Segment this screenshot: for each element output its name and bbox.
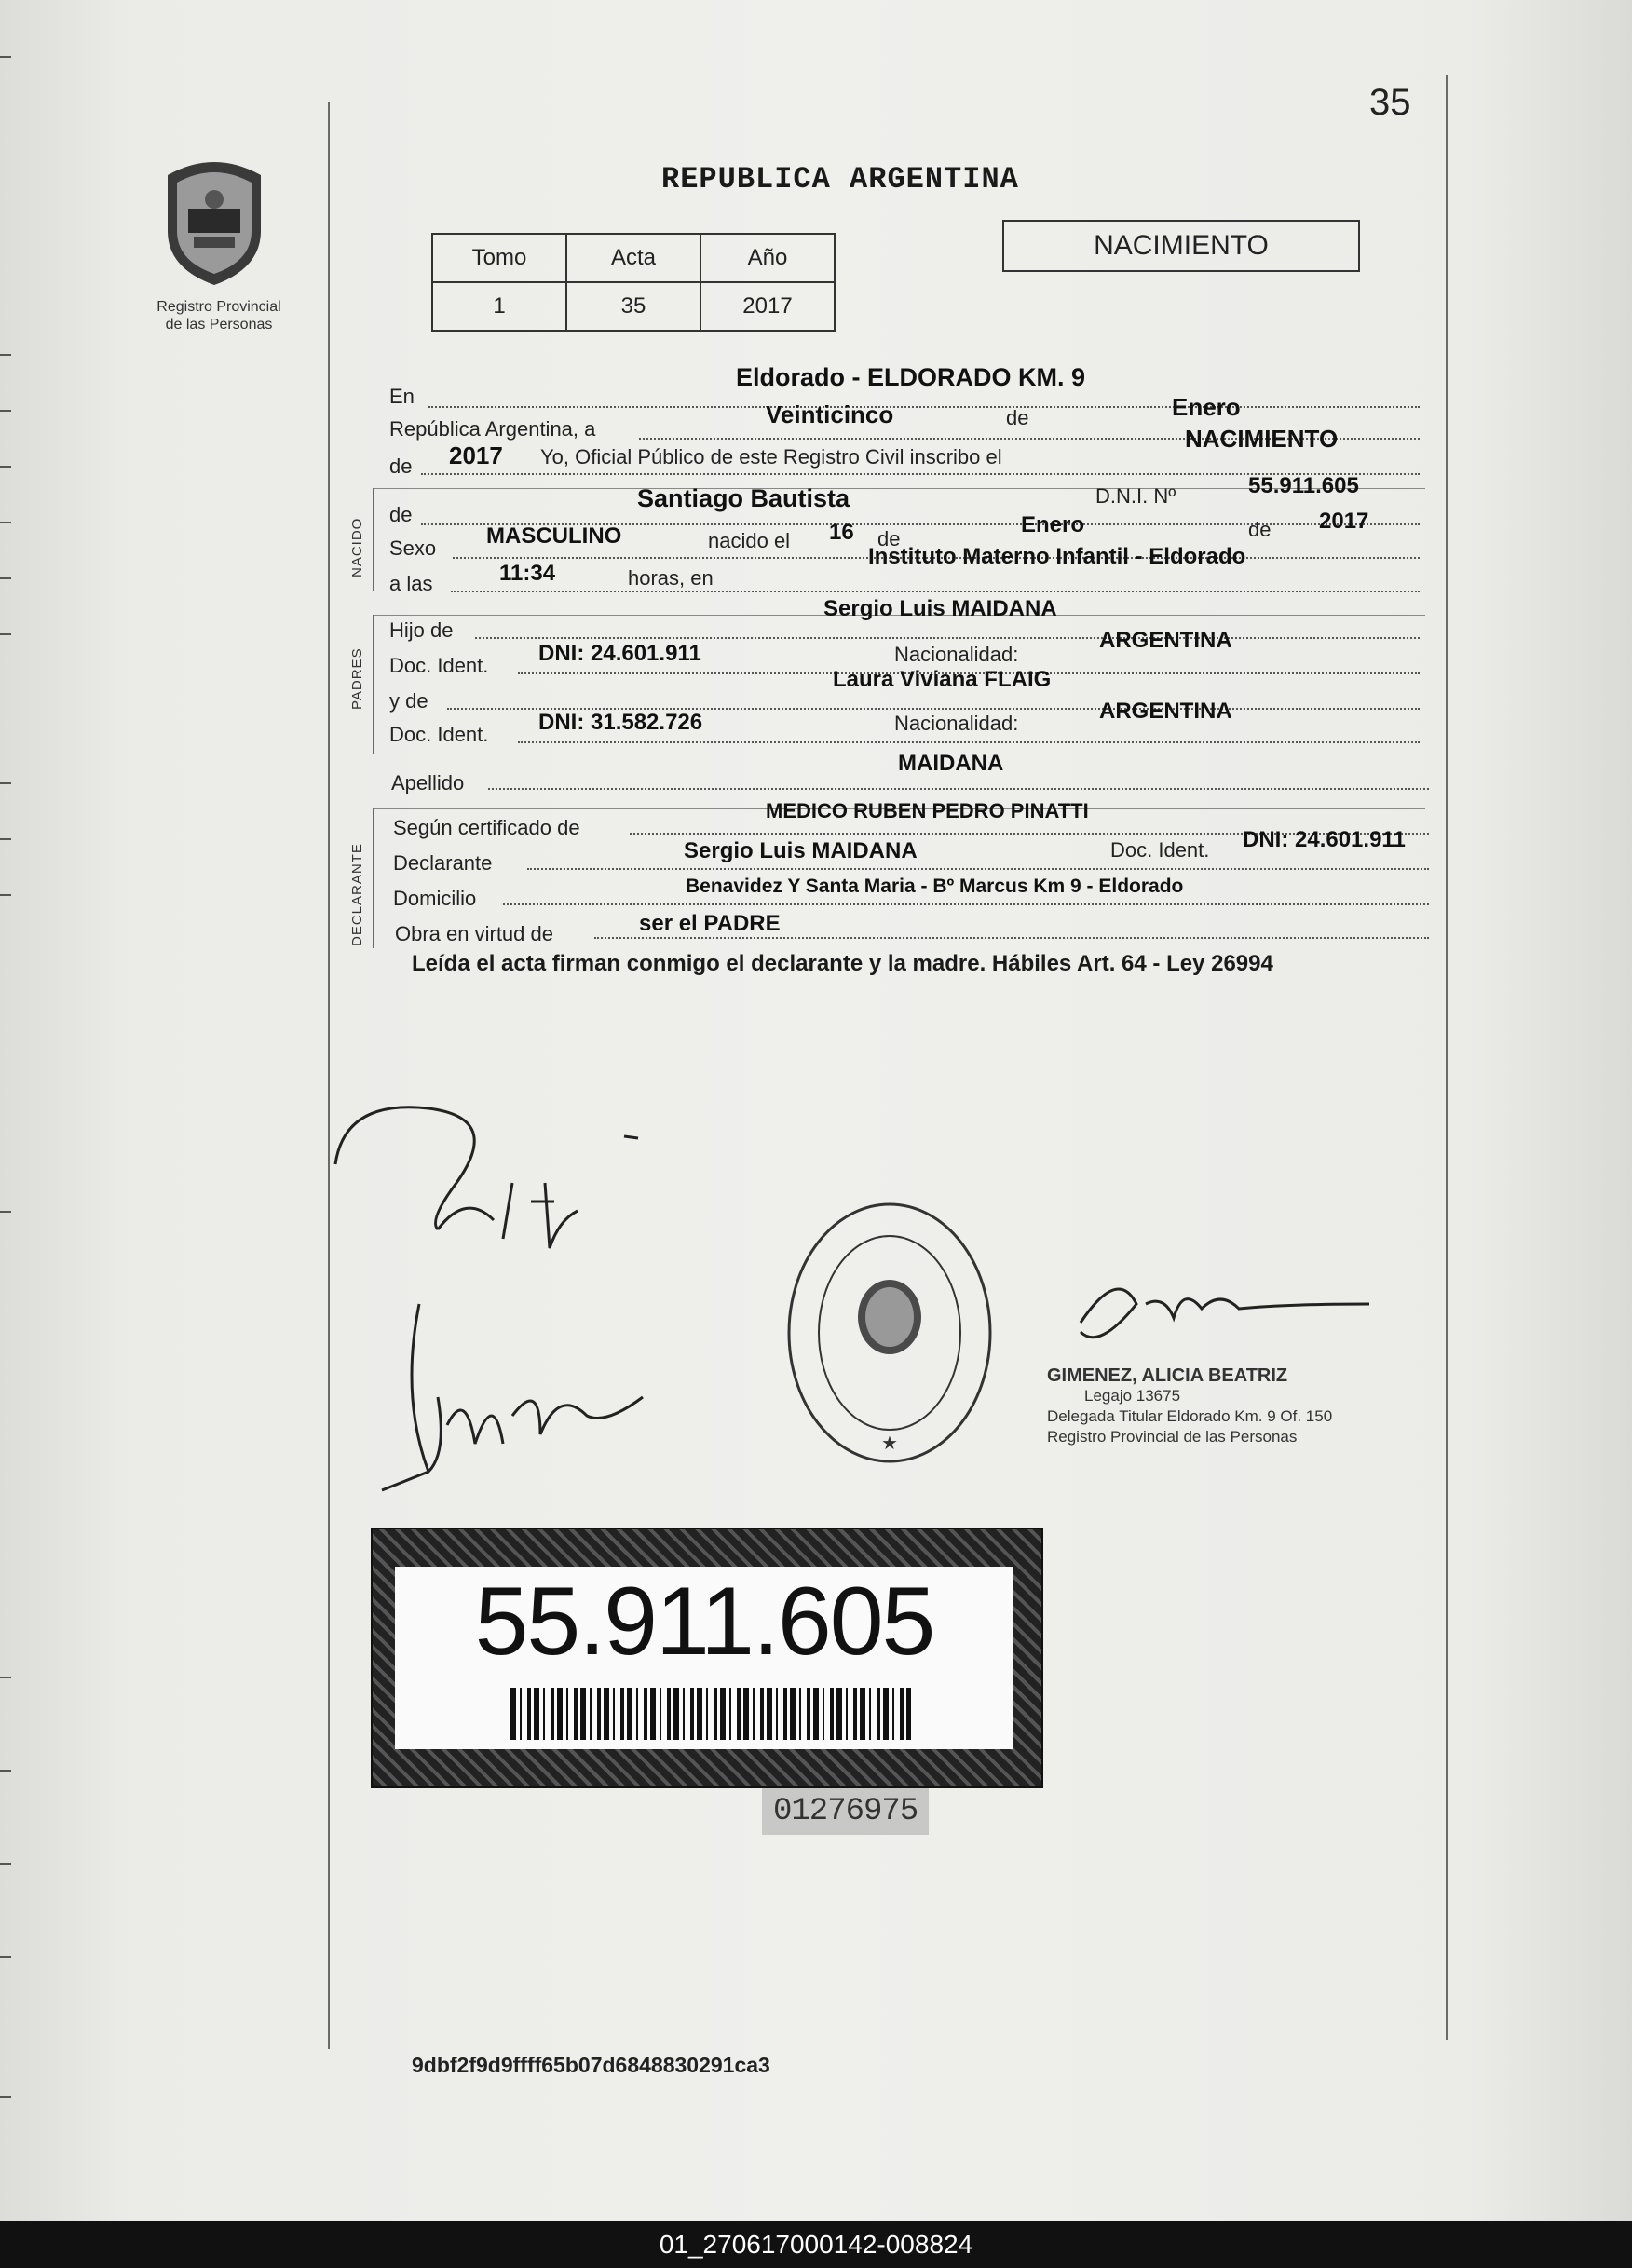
- child-dni: 55.911.605: [1248, 473, 1359, 498]
- registry-name: [130, 298, 307, 333]
- section-declarante-label: DECLARANTE: [349, 843, 365, 946]
- child-name: Santiago Bautista: [637, 484, 850, 512]
- certificado-value: MEDICO RUBEN PEDRO PINATTI: [766, 799, 1089, 822]
- official-block: [1047, 1365, 1332, 1447]
- svg-text:★: ★: [881, 1432, 898, 1454]
- hijo-de-label: Hijo de: [389, 618, 454, 642]
- month-value: Enero: [1172, 393, 1241, 421]
- document-hash: 9dbf2f9d9ffff65b07d6848830291ca3: [412, 2053, 770, 2077]
- record-value-acta: 35: [566, 282, 700, 331]
- registry-name-line1: Registro Provincial: [156, 299, 281, 315]
- year-value: 2017: [449, 441, 503, 469]
- horas-label: horas, en: [628, 566, 714, 590]
- mother-doc: DNI: 31.582.726: [538, 710, 703, 735]
- record-value-anio: 2017: [700, 282, 835, 331]
- barcode-dni-number: 55.911.605: [474, 1568, 934, 1676]
- serial-number: 01276975: [762, 1788, 929, 1835]
- sexo-label: Sexo: [389, 536, 437, 560]
- birth-place: Instituto Materno Infantil - Eldorado: [868, 544, 1246, 569]
- apellido-label: Apellido: [391, 771, 465, 794]
- declarante-name: Sergio Luis MAIDANA: [684, 838, 918, 863]
- mother-nationality-label: Nacionalidad:: [894, 712, 1019, 735]
- right-border-line: [1446, 75, 1448, 2040]
- section-nacido-label: NACIDO: [349, 517, 365, 577]
- apellido-value: MAIDANA: [898, 751, 1004, 776]
- birth-time: 11:34: [499, 561, 556, 586]
- declarante-doc-label: Doc. Ident.: [1110, 838, 1210, 862]
- record-table: [431, 233, 836, 332]
- certificado-label: Según certificado de: [393, 816, 580, 839]
- father-doc-label: Doc. Ident.: [389, 654, 489, 677]
- page-number: 35: [1369, 82, 1411, 123]
- left-border-line: [328, 102, 330, 2049]
- mother-signature: [363, 1285, 661, 1551]
- birth-year: 2017: [1319, 509, 1369, 534]
- nacido-el-label: nacido el: [708, 529, 791, 552]
- de2-label: de: [389, 455, 413, 478]
- mother-doc-label: Doc. Ident.: [389, 723, 489, 746]
- en-label: En: [389, 385, 415, 408]
- declarante-signature: [317, 1080, 708, 1271]
- official-legajo: Legajo 13675: [1084, 1387, 1181, 1405]
- record-header-acta: Acta: [566, 234, 700, 282]
- record-value-tomo: 1: [432, 282, 566, 331]
- en-value: Eldorado - ELDORADO KM. 9: [736, 363, 1086, 391]
- father-nationality: ARGENTINA: [1099, 628, 1232, 653]
- declarante-label: Declarante: [393, 851, 493, 875]
- father-nationality-label: Nacionalidad:: [894, 643, 1019, 666]
- obra-label: Obra en virtud de: [395, 922, 553, 945]
- domicilio-label: Domicilio: [393, 887, 477, 910]
- republica-label: República Argentina, a: [389, 417, 596, 441]
- record-type-box: NACIMIENTO: [1002, 220, 1360, 272]
- official-title: Delegada Titular Eldorado Km. 9 Of. 150: [1047, 1407, 1333, 1425]
- obra-value: ser el PADRE: [639, 911, 781, 936]
- official-registry: Registro Provincial de las Personas: [1047, 1428, 1298, 1446]
- record-header-anio: Año: [700, 234, 835, 282]
- a-las-label: a las: [389, 572, 433, 595]
- registry-name-line2: de las Personas: [165, 317, 273, 333]
- registry-stamp: [782, 1198, 997, 1468]
- official-name: GIMENEZ, ALICIA BEATRIZ: [1047, 1365, 1288, 1386]
- day-value: Veinticinco: [766, 401, 894, 428]
- dni-barcode-sticker: [371, 1528, 1043, 1788]
- footer-id-bar: 01_270617000142-008824: [0, 2221, 1632, 2268]
- official-signature: [1043, 1267, 1379, 1365]
- de4-label: de: [1248, 518, 1272, 541]
- barcode-bars: [510, 1688, 911, 1740]
- mother-nationality: ARGENTINA: [1099, 699, 1232, 724]
- dni-label: D.N.I. Nº: [1095, 484, 1176, 508]
- declarante-doc: DNI: 24.601.911: [1243, 827, 1406, 852]
- de3-label: de: [877, 527, 901, 550]
- inscribe-value: NACIMIENTO: [1185, 425, 1339, 453]
- oficial-text: Yo, Oficial Público de este Registro Civil inscribo el: [540, 445, 1002, 469]
- father-doc: DNI: 24.601.911: [538, 641, 701, 666]
- nacido-de-label: de: [389, 503, 413, 526]
- section-padres-label: PADRES: [349, 647, 365, 710]
- de1-label: de: [1006, 406, 1029, 429]
- birth-day: 16: [829, 520, 854, 545]
- birth-month: Enero: [1021, 512, 1085, 537]
- province-seal: [156, 156, 272, 287]
- document-title: REPUBLICA ARGENTINA: [661, 162, 1019, 197]
- child-sexo: MASCULINO: [486, 523, 622, 549]
- closing-text: Leída el acta firman conmigo el declarante y la madre. Hábiles Art. 64 - Ley 26994: [412, 951, 1273, 976]
- mother-name: Laura Viviana FLAIG: [833, 667, 1052, 692]
- record-header-tomo: Tomo: [432, 234, 566, 282]
- domicilio-value: Benavidez Y Santa Maria - Bº Marcus Km 9 - Eldorado: [686, 876, 1184, 897]
- y-de-label: y de: [389, 689, 428, 713]
- father-name: Sergio Luis MAIDANA: [823, 596, 1057, 621]
